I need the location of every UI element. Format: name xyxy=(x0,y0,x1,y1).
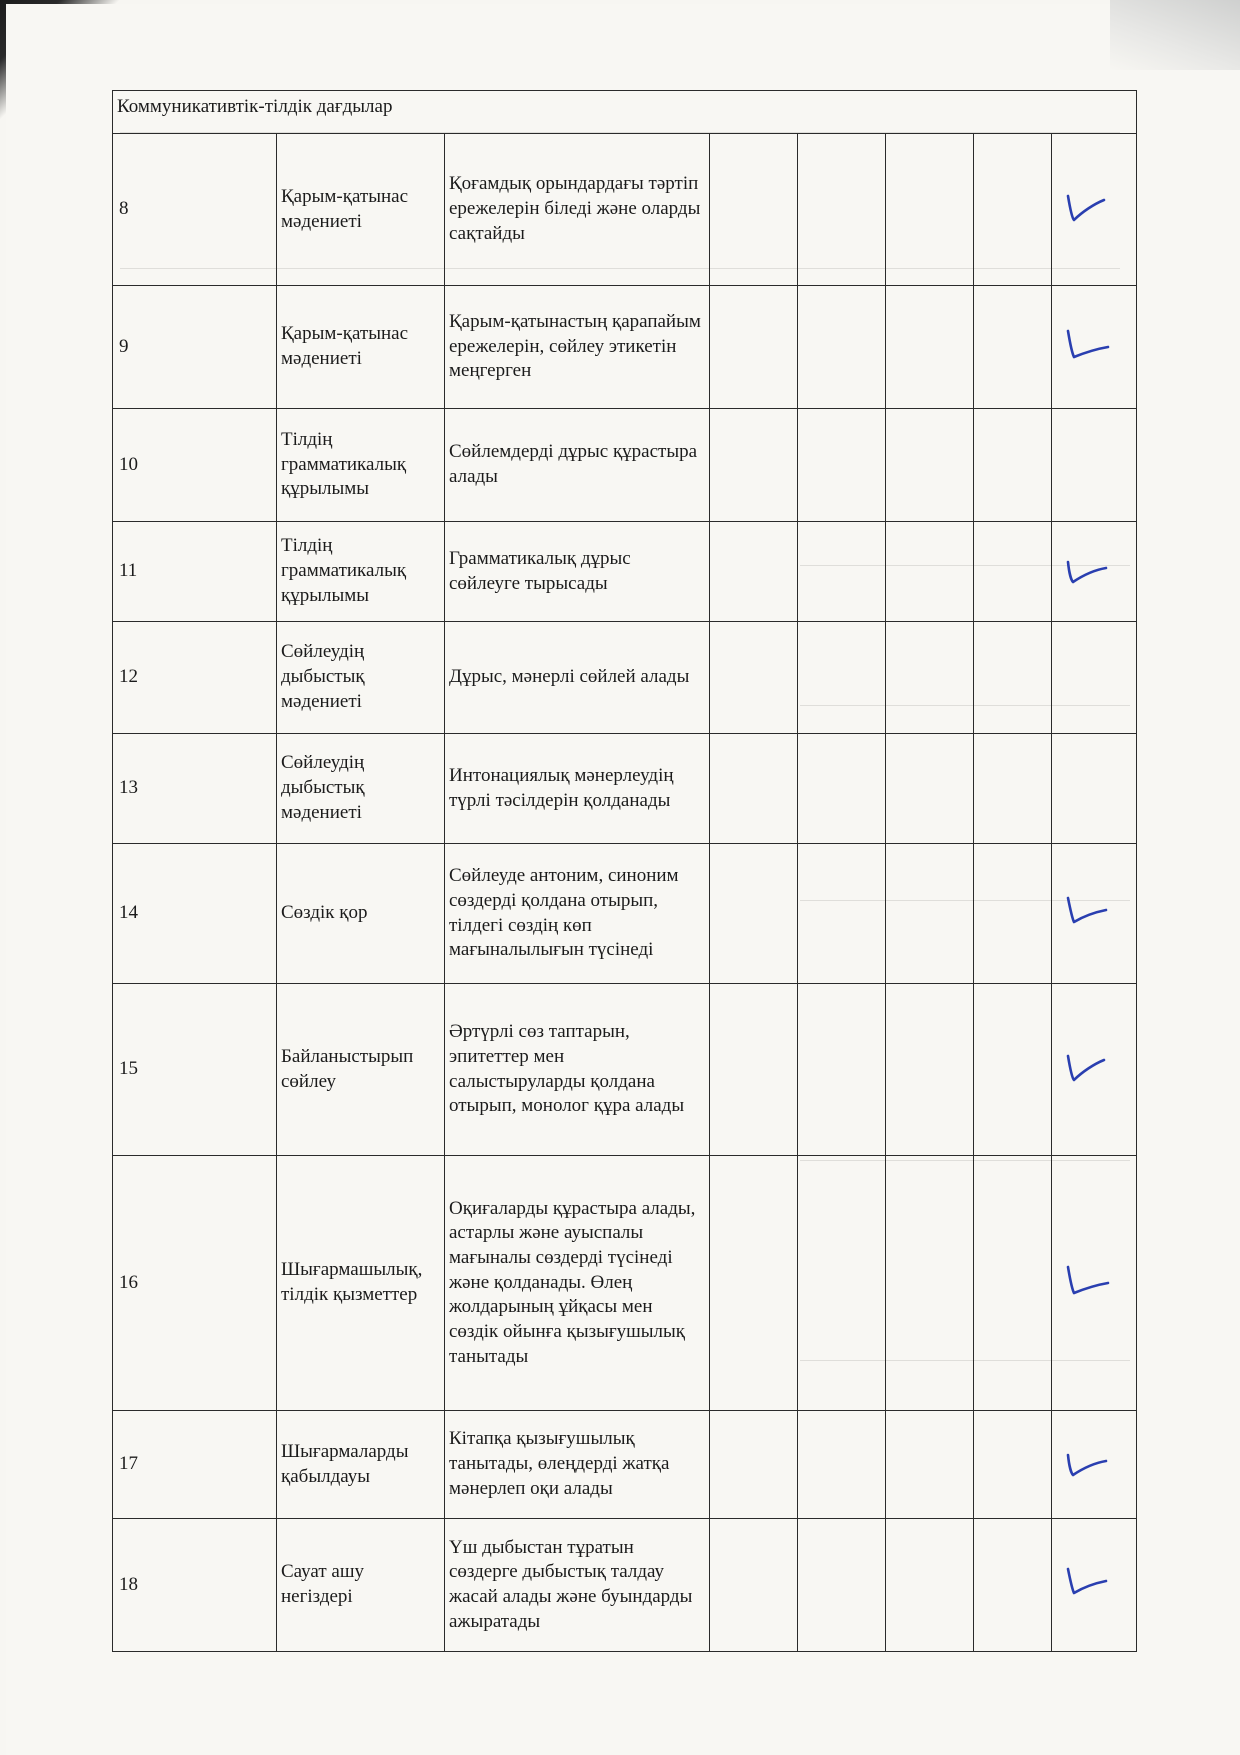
level-mark-cell xyxy=(710,1519,798,1652)
level-mark-cell xyxy=(1052,734,1137,844)
row-number: 11 xyxy=(113,522,277,622)
skill-description: Оқиғаларды құрастыра алады, астарлы және ауыспалы мағыналы сөздерді түсінеді және қолданады. Өлең жолдарының ұйқасы мен сөздік ойынға қызығушылық танытады xyxy=(445,1156,710,1411)
skill-area: Сөйлеудің дыбыстық мәдениеті xyxy=(277,734,445,844)
table-row xyxy=(113,134,1137,286)
level-mark-cell xyxy=(1052,409,1137,522)
row-number: 8 xyxy=(113,134,277,286)
level-mark-cell xyxy=(974,622,1052,734)
checkmark-icon xyxy=(1064,1050,1118,1090)
level-mark-cell xyxy=(886,1156,974,1411)
table-row xyxy=(113,522,1137,622)
table-row xyxy=(113,1156,1137,1411)
level-mark-cell xyxy=(710,844,798,984)
level-mark-cell xyxy=(974,409,1052,522)
skill-description: Интонациялық мәнерлеудің түрлі тәсілдерін қолданады xyxy=(445,734,710,844)
level-mark-cell xyxy=(710,409,798,522)
checkmark-icon xyxy=(1064,894,1118,934)
skill-description: Дұрыс, мәнерлі сөйлей алады xyxy=(445,622,710,734)
level-mark-cell xyxy=(886,844,974,984)
level-mark-cell xyxy=(886,984,974,1156)
assessment-table xyxy=(112,90,1137,1652)
skill-area: Сөздік қор xyxy=(277,844,445,984)
level-mark-cell xyxy=(798,1519,886,1652)
section-header-row xyxy=(113,91,1137,134)
skill-description: Әртүрлі сөз таптарын, эпитеттер мен салыстыруларды қолдана отырып, монолог құра алады xyxy=(445,984,710,1156)
row-number: 9 xyxy=(113,286,277,409)
level-mark-cell xyxy=(974,734,1052,844)
table-row xyxy=(113,286,1137,409)
skill-description: Қоғамдық орындардағы тәртіп ережелерін біледі және оларды сақтайды xyxy=(445,134,710,286)
level-mark-cell xyxy=(798,844,886,984)
skill-description: Үш дыбыстан тұратын сөздерге дыбыстық талдау жасай алады және буындарды ажыратады xyxy=(445,1519,710,1652)
section-title: Коммуникативтік-тілдік дағдылар xyxy=(113,91,1137,134)
table-row xyxy=(113,1411,1137,1519)
row-number: 12 xyxy=(113,622,277,734)
table-row xyxy=(113,844,1137,984)
level-mark-cell xyxy=(974,134,1052,286)
level-mark-cell xyxy=(886,286,974,409)
row-number: 17 xyxy=(113,1411,277,1519)
level-mark-cell xyxy=(886,1519,974,1652)
level-mark-cell xyxy=(798,984,886,1156)
level-mark-cell xyxy=(974,286,1052,409)
skill-description: Қарым-қатынастың қарапайым ережелерін, сөйлеу этикетін меңгерген xyxy=(445,286,710,409)
table-row xyxy=(113,734,1137,844)
row-number: 10 xyxy=(113,409,277,522)
skill-area: Шығармашылық, тілдік қызметтер xyxy=(277,1156,445,1411)
checkmark-icon xyxy=(1064,1263,1118,1303)
level-mark-cell xyxy=(710,522,798,622)
level-mark-cell xyxy=(710,1156,798,1411)
level-mark-cell xyxy=(974,844,1052,984)
skill-description: Грамматикалық дұрыс сөйлеуге тырысады xyxy=(445,522,710,622)
row-number: 16 xyxy=(113,1156,277,1411)
level-mark-cell xyxy=(710,286,798,409)
level-mark-cell xyxy=(798,1411,886,1519)
table-row xyxy=(113,1519,1137,1652)
level-mark-cell xyxy=(798,286,886,409)
skill-area: Байланыстырып сөйлеу xyxy=(277,984,445,1156)
skill-area: Сөйлеудің дыбыстық мәдениеті xyxy=(277,622,445,734)
level-mark-cell xyxy=(710,734,798,844)
checkmark-icon xyxy=(1064,552,1118,592)
row-number: 14 xyxy=(113,844,277,984)
level-mark-cell xyxy=(886,409,974,522)
row-number: 15 xyxy=(113,984,277,1156)
checkmark-icon xyxy=(1064,190,1118,230)
skill-description: Кітапқа қызығушылық танытады, өлеңдерді жатқа мәнерлеп оқи алады xyxy=(445,1411,710,1519)
level-mark-cell xyxy=(710,984,798,1156)
level-mark-cell xyxy=(798,522,886,622)
skill-area: Қарым-қатынас мәдениеті xyxy=(277,134,445,286)
skill-area: Сауат ашу негіздері xyxy=(277,1519,445,1652)
level-mark-cell xyxy=(886,134,974,286)
level-mark-cell xyxy=(710,134,798,286)
level-mark-cell xyxy=(710,622,798,734)
row-number: 18 xyxy=(113,1519,277,1652)
level-mark-cell xyxy=(710,1411,798,1519)
level-mark-cell xyxy=(798,1156,886,1411)
level-mark-cell xyxy=(886,622,974,734)
level-mark-cell xyxy=(974,1519,1052,1652)
level-mark-cell xyxy=(974,522,1052,622)
level-mark-cell xyxy=(974,984,1052,1156)
level-mark-cell xyxy=(886,1411,974,1519)
level-mark-cell xyxy=(798,134,886,286)
level-mark-cell xyxy=(798,409,886,522)
level-mark-cell xyxy=(798,734,886,844)
checkmark-icon xyxy=(1064,327,1118,367)
skill-area: Шығармаларды қабылдауы xyxy=(277,1411,445,1519)
page-fold-corner xyxy=(1110,0,1240,70)
skill-area: Тілдің грамматикалық құрылымы xyxy=(277,522,445,622)
level-mark-cell xyxy=(974,1411,1052,1519)
row-number: 13 xyxy=(113,734,277,844)
level-mark-cell xyxy=(1052,622,1137,734)
checkmark-icon xyxy=(1064,1445,1118,1485)
skill-description: Сөйлемдерді дұрыс құрастыра алады xyxy=(445,409,710,522)
table-row xyxy=(113,984,1137,1156)
level-mark-cell xyxy=(974,1156,1052,1411)
level-mark-cell xyxy=(798,622,886,734)
table-row xyxy=(113,622,1137,734)
skill-area: Тілдің грамматикалық құрылымы xyxy=(277,409,445,522)
level-mark-cell xyxy=(886,734,974,844)
skill-area: Қарым-қатынас мәдениеті xyxy=(277,286,445,409)
skill-description: Сөйлеуде антоним, синоним сөздерді қолдана отырып, тілдегі сөздің көп мағыналылығын түсінеді xyxy=(445,844,710,984)
level-mark-cell xyxy=(886,522,974,622)
checkmark-icon xyxy=(1064,1565,1118,1605)
table-row xyxy=(113,409,1137,522)
